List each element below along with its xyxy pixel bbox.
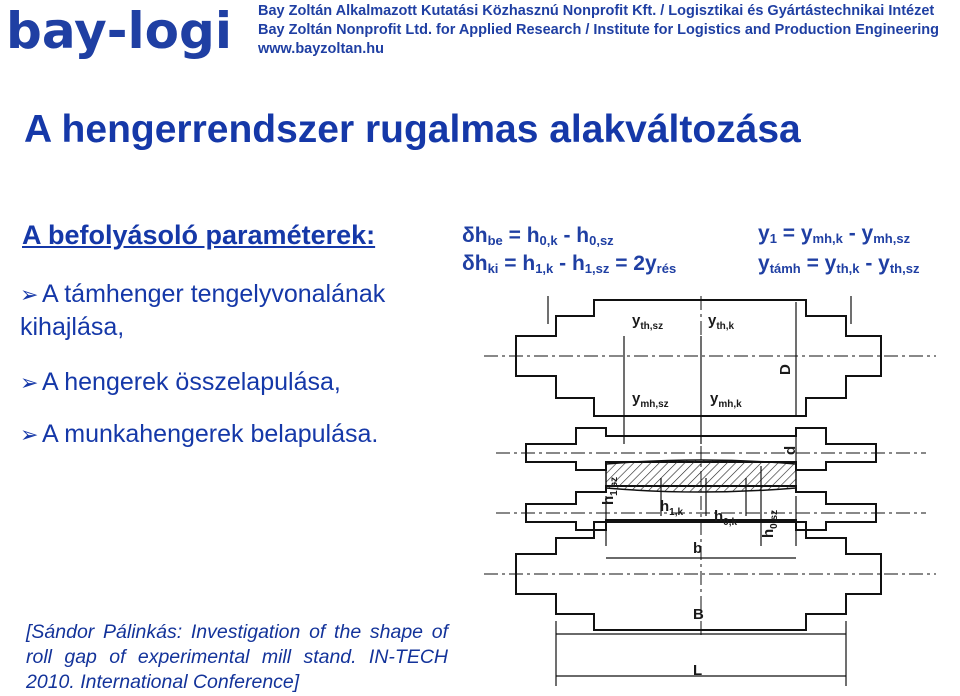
label-y-th-sz: $y_{th,sz}$ xyxy=(632,312,664,332)
label-b: b xyxy=(693,540,703,557)
bay-logi-logo xyxy=(6,4,234,60)
label-d: d xyxy=(782,445,799,455)
bullet-text: A munkahengerek belapulása. xyxy=(42,420,379,448)
label-h1-sz: $h_{1,sz}$ xyxy=(600,476,620,505)
label-B: B xyxy=(693,606,704,623)
params-heading: A befolyásoló paraméterek: xyxy=(22,220,376,250)
arrow-bullet-icon: ➢ xyxy=(20,422,39,447)
bullet-text: A támhenger tengelyvonalának kihajlása, xyxy=(20,280,386,341)
org-website: www.bayzoltan.hu xyxy=(258,41,384,57)
bullet-item xyxy=(20,418,378,451)
formula-delta-h-be: $\delta h_{be} = h_{0,k} - h_{0,sz}$ xyxy=(462,224,614,248)
citation: [Sándor Pálinkás: Investigation of the shape of roll gap of experimental mill stand. IN-TECH 2010. International Conference] xyxy=(26,621,448,693)
org-name-hu: Bay Zoltán Alkalmazott Kutatási Közhasznú Nonprofit Kft. / Logisztikai és Gyártástechnikai Intézet xyxy=(258,3,935,19)
label-h0-k: $h_{0,k}$ xyxy=(714,508,738,528)
roll-system-diagram xyxy=(456,216,960,696)
roll-drawing xyxy=(456,216,960,696)
label-L: L xyxy=(693,662,703,679)
logo-graphic xyxy=(6,4,234,60)
label-h0-sz: $h_{0,sz}$ xyxy=(760,509,780,538)
label-y-mh-sz: $y_{mh,sz}$ xyxy=(632,390,669,410)
organization-info xyxy=(258,2,939,59)
arrow-bullet-icon: ➢ xyxy=(20,282,39,307)
arrow-bullet-icon: ➢ xyxy=(20,370,39,395)
slide-title: A hengerrendszer rugalmas alakváltozása xyxy=(24,108,801,151)
label-y-mh-k: $y_{mh,k}$ xyxy=(710,390,742,410)
header xyxy=(0,0,960,70)
formula-y1: $y_1 = y_{mh,k} - y_{mh,sz}$ xyxy=(758,222,911,246)
label-y-th-k: $y_{th,k}$ xyxy=(708,312,735,332)
formula-delta-h-ki: $\delta h_{ki} = h_{1,k} - h_{1,sz} = 2y_{rés}$ xyxy=(462,252,677,276)
label-h1-k: $h_{1,k}$ xyxy=(660,498,684,518)
bullet-text: A hengerek összelapulása, xyxy=(42,368,341,396)
org-name-en: Bay Zoltán Nonprofit Ltd. for Applied Research / Institute for Logistics and Production Engineering xyxy=(258,22,939,38)
label-D: D xyxy=(777,364,794,375)
bullet-item xyxy=(20,278,460,344)
bullet-item xyxy=(20,366,341,399)
svg-text:bay-logi: bay-logi xyxy=(6,4,233,60)
formula-y-tamh: $y_{támh} = y_{th,k} - y_{th,sz}$ xyxy=(758,252,920,276)
